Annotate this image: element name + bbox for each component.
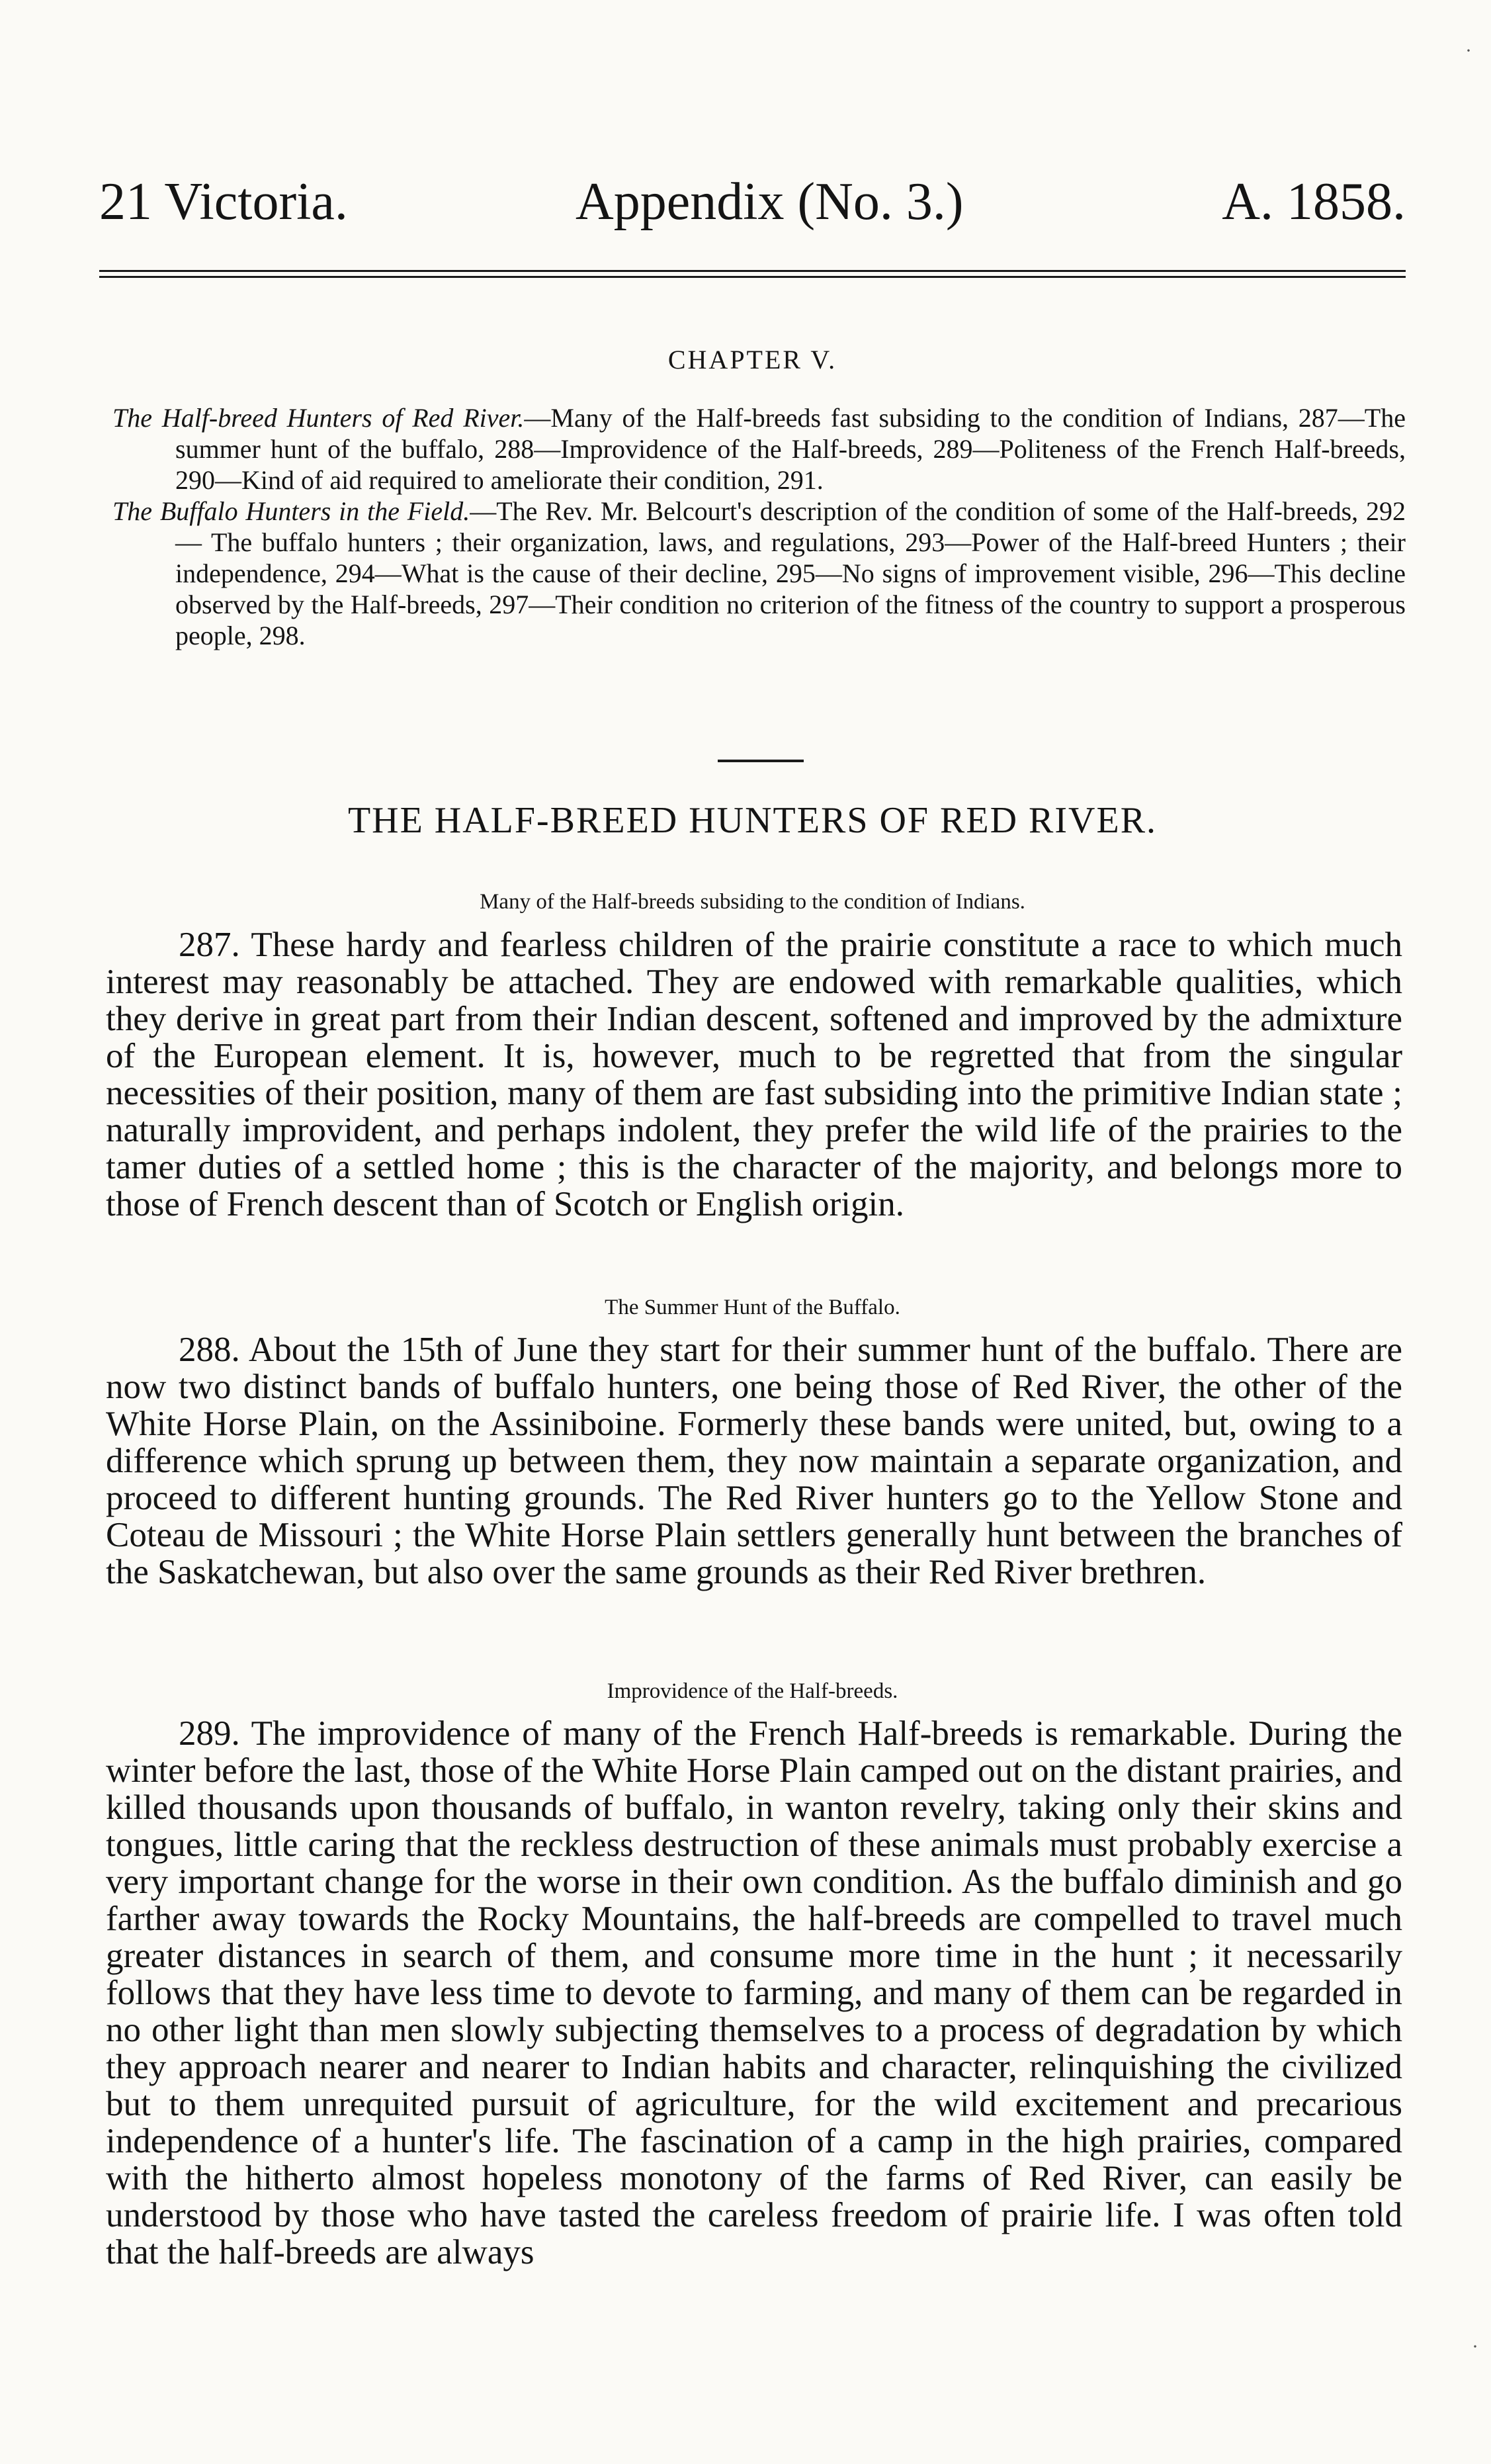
header-appendix: Appendix (No. 3.) [575, 173, 964, 231]
chapter-title: CHAPTER V. [667, 345, 837, 374]
edge-speck: · [1465, 40, 1472, 62]
section-title: THE HALF-BREED HUNTERS OF RED RIVER. [347, 800, 1158, 841]
subhead: The Summer Hunt of the Buffalo. [605, 1296, 900, 1319]
summary-entry-text: —Many of the Half-breeds fast subsiding to the condition of Indians, 287—The summer hunt of the buffalo, 288—Improvidence of the Half-breeds, 289—Politeness of the French Half-breeds, 290—Kind of aid required to ameliorate their condition, 291. [175, 403, 1406, 495]
paragraph-287: 287. These hardy and fearless children of the prairie constitute a race to which much interest may reasonably be attached. They are endowed with remarkable qualities, which they derive in great part from their Indian descent, softened and improved by the admixture of the European element. It is, however, much to be regretted that from the singular necessities of their position, many of them are fast subsiding into the primitive Indian state ; naturally improvident, and perhaps indolent, they prefer the wild life of the prairies to the tamer duties of a settled home ; this is the character of the majority, and belongs more to those of French descent than of Scotch or English origin. [106, 926, 1402, 1223]
summary-entry-text: —The Rev. Mr. Belcourt's description of the condition of some of the Half-breeds, 292 — The buffalo hunters ; their organization, laws, and regulations, 293—Power of the Half-breed Hunters ; their independence, 294—What is the cause of their decline, 295—No signs of improvement visible, 296—This decline observed by the Half-breeds, 297—Their condition no criterion of the fitness of the country to support a prosperous people, 298. [175, 496, 1406, 650]
summary-entry-heading: The Buffalo Hunters in the Field. [112, 496, 470, 526]
subhead: Many of the Half-breeds subsiding to the condition of Indians. [480, 890, 1025, 914]
edge-speck: · [1472, 2336, 1478, 2357]
summary-entry [112, 496, 1406, 651]
summary-entry [112, 402, 1406, 496]
subhead: Improvidence of the Half-breeds. [607, 1679, 898, 1703]
header-year: A. 1858. [1222, 173, 1406, 231]
section-divider [718, 760, 804, 762]
paragraph-288: 288. About the 15th of June they start for their summer hunt of the buffalo. There are now two distinct bands of buffalo hunters, one being those of Red River, the other of the White Horse Plain, on the Assiniboine. Formerly these bands were united, but, owing to a difference which sprung up between them, they now maintain a separate organization, and proceed to different hunting grounds. The Red River hunters go to the Yellow Stone and Coteau de Missouri ; the White Horse Plain settlers generally hunt between the branches of the Saskatchewan, but also over the same grounds as their Red River brethren. [106, 1331, 1402, 1591]
chapter-summary [112, 402, 1406, 651]
header-double-rule [99, 270, 1406, 278]
summary-entry-heading: The Half-breed Hunters of Red River. [112, 403, 525, 433]
running-header [99, 165, 1406, 238]
header-session: 21 Victoria. [99, 173, 348, 231]
paragraph-289: 289. The improvidence of many of the French Half-breeds is remarkable. During the winter before the last, those of the White Horse Plain camped out on the distant prairies, and killed thousands upon thousands of buffalo, in wanton revelry, taking only their skins and tongues, little caring that the reckless destruction of these animals must probably exercise a very important change for the worse in their own condition. As the buffalo diminish and go farther away towards the Rocky Mountains, the half-breeds are compelled to travel much greater distances in search of them, and consume more time in the hunt ; it necessarily follows that they have less time to devote to farming, and many of them can be regarded in no other light than men slowly subjecting themselves to a process of degradation by which they approach nearer and nearer to Indian habits and character, relinquishing the civilized but to them unrequited pursuit of agriculture, for the wild excitement and precarious independence of a hunter's life. The fascination of a camp in the high prairies, compared with the hitherto almost hopeless monotony of the farms of Red River, can easily be understood by those who have tasted the careless freedom of prairie life. I was often told that the half-breeds are always [106, 1714, 1402, 2271]
